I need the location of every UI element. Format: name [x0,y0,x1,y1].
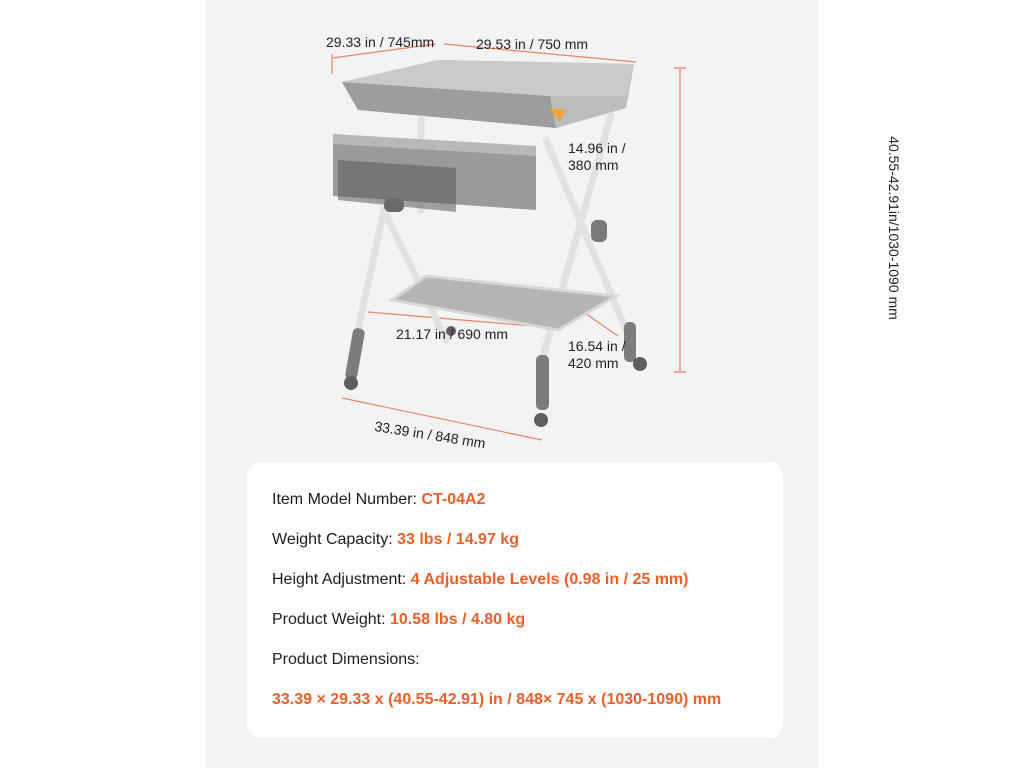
dim-top-width: 29.53 in / 750 mm [476,36,589,52]
spec-height-value: 4 Adjustable Levels (0.98 in / 25 mm) [410,571,689,588]
dim-shelf-depth-line2: 420 mm [568,355,619,371]
spec-capacity-label: Weight Capacity: [272,531,393,548]
spec-height-label: Height Adjustment: [272,571,407,588]
spec-model-value: CT-04A2 [421,491,486,508]
spec-weight [272,610,525,630]
dim-top-depth: 29.33 in / 745mm [326,34,435,50]
spec-dimensions-label: Product Dimensions: [272,651,420,668]
spec-model-label: Item Model Number: [272,491,417,508]
dim-shelf-depth-line1: 16.54 in / [568,338,626,354]
spec-weight-value: 10.58 lbs / 4.80 kg [390,611,526,628]
dim-tray-height-line1: 14.96 in / [568,140,626,156]
spec-height [272,570,688,590]
spec-capacity-value: 33 lbs / 14.97 kg [397,531,519,548]
changing-table-illustration [206,0,818,455]
bottom-shelf [392,276,616,330]
product-image-area [206,0,902,455]
dim-base-width: 33.39 in / 848 mm [373,418,487,452]
spec-card [247,462,783,738]
height-knob [591,220,607,242]
spec-dimensions-value: 33.39 × 29.33 x (40.55-42.91) in / 848× 745 x (1030-1090) mm [272,691,722,708]
dim-tray-height-line2: 380 mm [568,157,619,173]
basket-clip [384,198,404,212]
dim-shelf-width: 21.17 in / 690 mm [396,326,509,342]
spec-model [272,490,485,510]
dim-total-height: 40.55-42.91in/1030-1090 mm [886,136,902,320]
spec-capacity [272,530,519,550]
spec-weight-label: Product Weight: [272,611,386,628]
